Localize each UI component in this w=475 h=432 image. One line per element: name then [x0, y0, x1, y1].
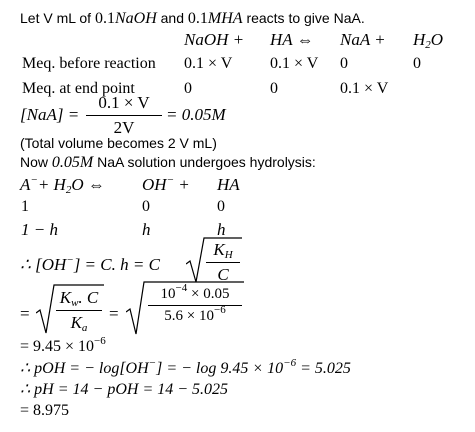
- row-label-end: Meq. at end point: [22, 80, 135, 97]
- hyd-header-oh: OH− +: [142, 174, 190, 194]
- hyd-row2-oh: h: [142, 220, 151, 239]
- volume-note: (Total volume becomes 2 V mL): [20, 135, 217, 151]
- oh-lhs: ∴ [OH−] = C. h = C: [20, 254, 160, 274]
- hydrolysis-line: [20, 155, 316, 171]
- hydrolysis-conc: 0.05M: [51, 154, 94, 171]
- eq-sign-1: =: [20, 304, 30, 323]
- naa-rhs: = 0.05M: [166, 105, 226, 124]
- cell-before-ha: 0.1 × V: [270, 55, 319, 72]
- intro-prefix: Let V mL of: [20, 10, 92, 26]
- hyd-header-ha: HA: [217, 175, 240, 194]
- row-label-before: Meq. before reaction: [22, 55, 156, 72]
- kh-over-c-fraction: [206, 240, 240, 285]
- numeric-numerator: $10^{-4} \times 0.05$: [148, 286, 242, 306]
- c-denominator: C: [217, 265, 229, 284]
- naa-lhs: [NaA] =: [20, 105, 80, 124]
- ph-line: ∴ pH = 14 − pOH = 14 − 5.025: [20, 381, 229, 398]
- intro-suffix: reacts to give NaA.: [246, 10, 365, 26]
- intro-conc-mha: 0.1MHA: [187, 10, 243, 27]
- cell-end-naoh: 0: [184, 80, 192, 97]
- hydrolysis-suffix: NaA solution undergoes hydrolysis:: [97, 154, 316, 170]
- sqrt-kw-c-over-ka: [36, 283, 104, 335]
- naa-fraction: [86, 93, 162, 138]
- cell-end-naa: 0.1 × V: [340, 80, 389, 97]
- cell-before-naoh: 0.1 × V: [184, 55, 233, 72]
- hyd-row1-ha: 0: [217, 198, 225, 215]
- intro-conc-naoh: 0.1NaOH: [94, 10, 157, 27]
- poh-line: ∴ pOH = − log[OH−] = − $\log 9.45 \times 10^{-6} = 5.025$: [20, 357, 351, 377]
- ka-denominator: $K_a$: [70, 313, 88, 334]
- header-naoh: NaOH +: [184, 30, 245, 49]
- header-ha: HA ⇔: [270, 30, 314, 49]
- sqrt-kh-over-c: [186, 236, 242, 284]
- numeric-fraction: [148, 282, 242, 325]
- kw-c-over-ka-fraction: [56, 288, 102, 333]
- cell-before-water: 0: [413, 55, 421, 72]
- header-naa: NaA +: [340, 30, 386, 49]
- eq-sign-2: =: [109, 304, 119, 323]
- hyd-row2-ha: h: [217, 220, 226, 239]
- hyd-row1-oh: 0: [142, 198, 150, 215]
- hydrolysis-prefix: Now: [20, 154, 49, 170]
- sqrt-numeric: [126, 280, 246, 336]
- intro-and: and: [160, 10, 184, 26]
- hyd-row1-a: 1: [21, 198, 29, 215]
- cell-before-naa: 0: [340, 55, 348, 72]
- header-water: $H_2O$: [413, 30, 444, 51]
- numeric-denominator: $5.6 \times 10^{-6}$: [164, 304, 226, 324]
- naa-denominator: 2V: [113, 118, 135, 137]
- final-answer: = 8.975: [20, 402, 70, 419]
- naa-numerator: 0.1 × V: [86, 93, 162, 116]
- cell-end-ha: 0: [270, 80, 278, 97]
- kw-c-numerator: $K_w$. C: [56, 288, 102, 311]
- hyd-row2-a: 1 − h: [21, 220, 58, 239]
- hyd-header-reactants: $A^-+ H_2O$ ⇔: [20, 174, 105, 196]
- oh-result: = $9.45 \times 10^{-6}$: [20, 335, 106, 355]
- intro-line: [20, 11, 365, 27]
- kh-numerator: $K_H$: [206, 240, 240, 263]
